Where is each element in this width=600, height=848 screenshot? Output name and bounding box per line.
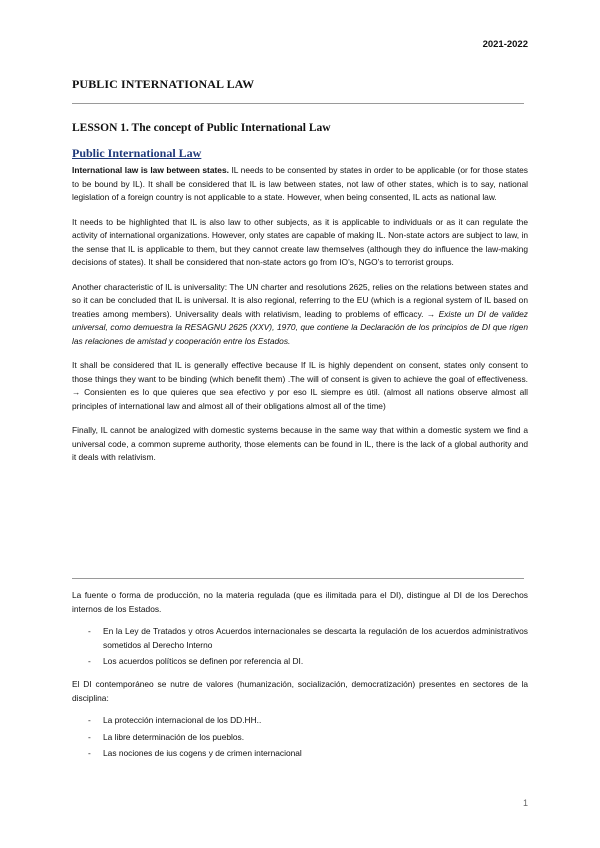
section2-intro: La fuente o forma de producción, no la materia regulada (que es ilimitada para el DI), distingue al DI de los Derechos internos de los Estados.: [72, 590, 528, 614]
paragraph: [72, 424, 528, 465]
list-item: - Los acuerdos políticos se definen por referencia al DI.: [72, 655, 528, 669]
list-bullet: -: [88, 715, 91, 726]
paragraph-lead: International law is law between states.: [72, 165, 229, 175]
paragraph: [72, 281, 528, 349]
list-item: - La libre determinación de los pueblos.: [72, 731, 528, 745]
paragraph: [72, 164, 528, 205]
title-divider: [72, 103, 524, 104]
paragraph-text: Another characteristic of IL is universality: The UN charter and resolutions 2625, relies on the relations between states and so it can be concluded that IL is universal. It is also regional, referring to the EU (which is a regional system of IL based on treaties among members). Universality deals with relativism, leading to problems of efficacy. →: [72, 281, 528, 319]
section-divider: [72, 578, 524, 579]
section-2: [72, 589, 528, 770]
list-item: - La protección internacional de los DD.HH..: [72, 714, 528, 728]
page-number: 1: [522, 798, 528, 808]
paragraph-text: Finally, IL cannot be analogized with domestic systems because in the same way that within a domestic system we find a universal code, a common supreme authority, those elements can be found in IL, there is the lack of a global authority and it deals with relativism.: [72, 425, 528, 462]
paragraph-text: IL needs to be consented by states in order to be applicable (or for those states to be bound by IL). It shall be considered that IL is law between states, not law of other states, which is to say, national legislation of a foreign country is not applicable to a state. However, when being consented, IL acts as national law.: [72, 165, 528, 202]
paragraph: [72, 359, 528, 413]
lesson-title: LESSON 1. The concept of Public International Law: [72, 122, 331, 134]
paragraph-text: It needs to be highlighted that IL is also law to other subjects, as it is applicable to individuals or as it can regulate the activity of international organizations. However, only states are capable of making IL. Non-state actors are subject to law, in the sense that IL is applicable to them, but they cannot create law themselves (although they do influence the law-making decisions of states). It shall be considered that non-state actors go from IO’s, NGO’s to terrorist groups.: [72, 216, 528, 267]
section-heading: Public International Law: [72, 146, 202, 160]
main-body: [72, 164, 528, 476]
list-item: - Las nociones de ius cogens y de crimen internacional: [72, 747, 528, 761]
list-bullet: -: [88, 748, 91, 759]
list-bullet: -: [88, 731, 91, 742]
list-bullet: -: [88, 626, 91, 637]
section2-intro-2: El DI contemporáneo se nutre de valores (humanización, socialización, democratización) presentes en sectores de la disciplina:: [72, 678, 528, 703]
paragraph-text: It shall be considered that IL is generally effective because If IL is highly dependent on consent, states only consent to those things they want to be binding (which benefit them) .The will of consent is given to achieve the goal of effectiveness. → Consienten es lo que quieres que sea efectivo y por eso IL siempre es útil. (almost all nations observe almost all principles of international law and almost all of their obligations almost all of the time): [72, 360, 528, 411]
list-1: [72, 625, 528, 669]
list-2: [72, 714, 528, 761]
list-bullet: -: [88, 656, 91, 667]
paragraph-italic: Existe un DI de validez universal, como demuestra la RESAGNU 2625 (XXV), 1970, que contiene la Declaración de los principios de DI que rigen las relaciones de amistad y cooperación entre los Estados.: [72, 308, 528, 346]
list-item: - En la Ley de Tratados y otros Acuerdos internacionales se descarta la regulación de los acuerdos administrativos sometidos al Derecho Interno: [88, 626, 528, 650]
paragraph: [72, 216, 528, 270]
year-header: 2021-2022: [482, 39, 528, 50]
document-title: PUBLIC INTERNATIONAL LAW: [72, 77, 255, 91]
